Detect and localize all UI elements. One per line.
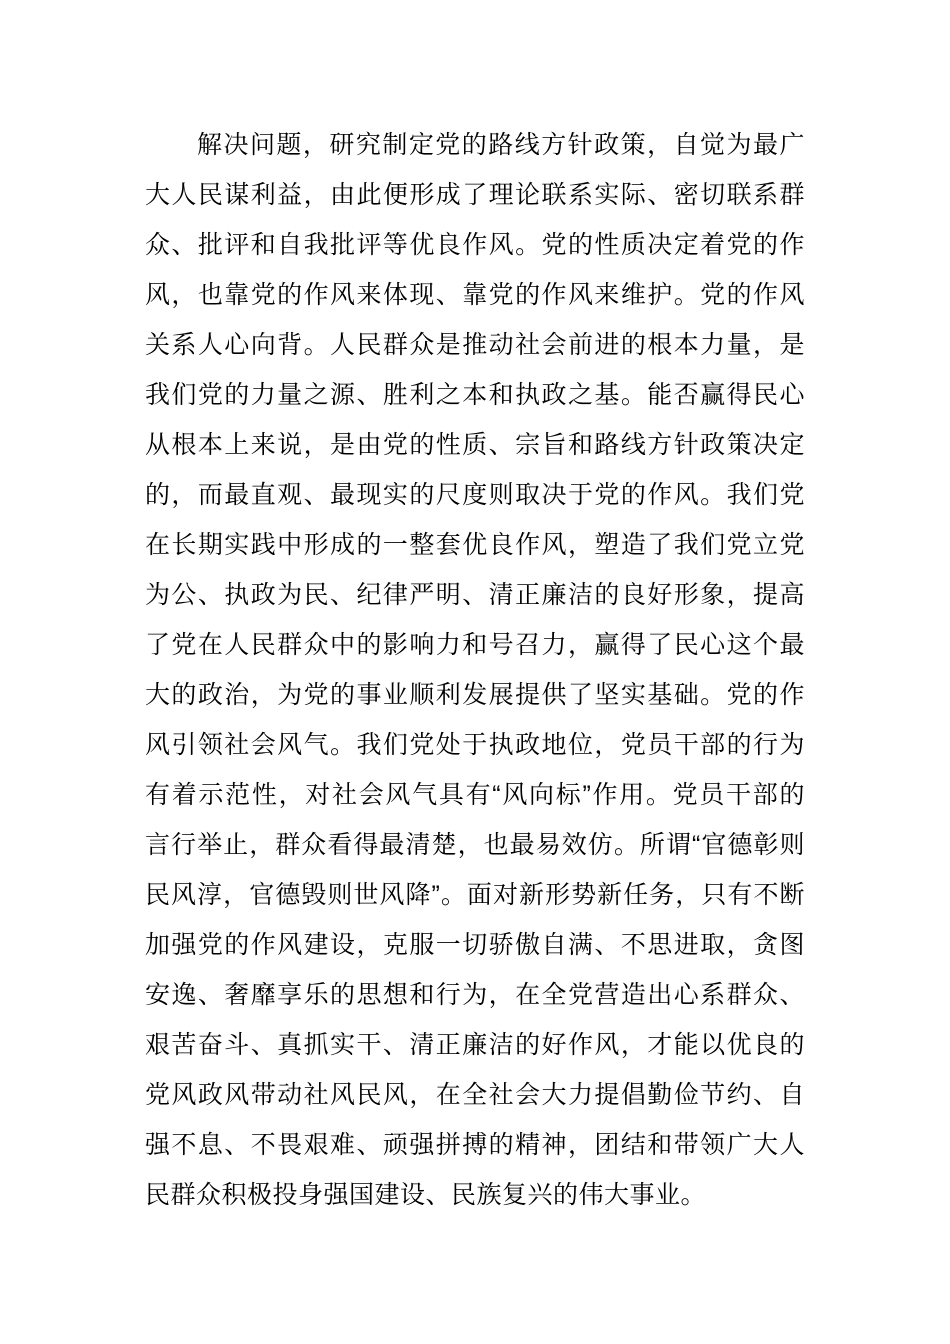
text-line: 关系人心向背。人民群众是推动社会前进的根本力量，是 xyxy=(145,331,805,359)
text-line: 强不息、不畏艰难、顽强拼搏的精神，团结和带领广大人 xyxy=(145,1131,805,1159)
text-line: 大的政治，为党的事业顺利发展提供了坚实基础。党的作 xyxy=(145,681,805,709)
text-line: 言行举止，群众看得最清楚，也最易效仿。所谓“官德彰则 xyxy=(145,831,805,859)
body-paragraph xyxy=(145,120,805,1220)
text-line: 解决问题，研究制定党的路线方针政策，自觉为最广 xyxy=(197,131,805,159)
text-line: 在长期实践中形成的一整套优良作风，塑造了我们党立党 xyxy=(145,531,805,559)
text-line: 的，而最直观、最现实的尺度则取决于党的作风。我们党 xyxy=(145,481,805,509)
text-line: 民群众积极投身强国建设、民族复兴的伟大事业。 xyxy=(145,1181,707,1209)
text-line: 众、批评和自我批评等优良作风。党的性质决定着党的作 xyxy=(145,231,805,259)
text-line: 加强党的作风建设，克服一切骄傲自满、不思进取，贪图 xyxy=(145,931,805,959)
text-line: 了党在人民群众中的影响力和号召力，赢得了民心这个最 xyxy=(145,631,805,659)
text-line: 风，也靠党的作风来体现、靠党的作风来维护。党的作风 xyxy=(145,281,805,309)
text-line: 我们党的力量之源、胜利之本和执政之基。能否赢得民心 xyxy=(145,381,805,409)
text-line: 艰苦奋斗、真抓实干、清正廉洁的好作风，才能以优良的 xyxy=(145,1031,805,1059)
text-line: 党风政风带动社风民风，在全社会大力提倡勤俭节约、自 xyxy=(145,1081,805,1109)
text-line: 安逸、奢靡享乐的思想和行为，在全党营造出心系群众、 xyxy=(145,981,805,1009)
text-line: 民风淳，官德毁则世风降”。面对新形势新任务，只有不断 xyxy=(145,881,805,909)
text-line: 风引领社会风气。我们党处于执政地位，党员干部的行为 xyxy=(145,731,805,759)
text-line: 为公、执政为民、纪律严明、清正廉洁的良好形象，提高 xyxy=(145,581,805,609)
text-line: 从根本上来说，是由党的性质、宗旨和路线方针政策决定 xyxy=(145,431,805,459)
text-line: 大人民谋利益，由此便形成了理论联系实际、密切联系群 xyxy=(145,181,805,209)
text-line: 有着示范性，对社会风气具有“风向标”作用。党员干部的 xyxy=(145,781,805,809)
